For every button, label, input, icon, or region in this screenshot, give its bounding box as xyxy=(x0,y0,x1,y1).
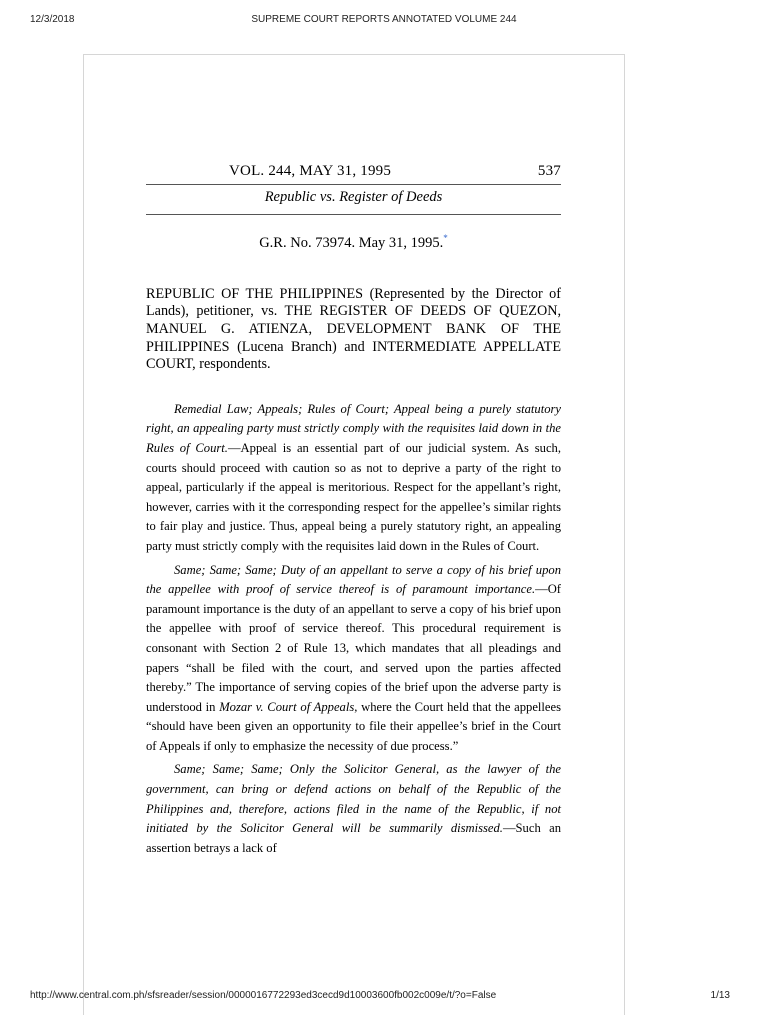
print-date: 12/3/2018 xyxy=(30,14,75,25)
syllabus-body: , where the Court held that the appellees “should have been given an opportunity to file their appellee’s brief in the Court of Appeals if only to emphasize the necessity of due process.” xyxy=(146,699,561,753)
page-content xyxy=(146,163,561,862)
running-head xyxy=(146,163,561,184)
footnote-link[interactable]: * xyxy=(443,233,448,243)
gr-number xyxy=(146,233,561,252)
syllabus-body: —Such an assertion betrays a lack of xyxy=(146,821,561,855)
running-head-rule-bottom xyxy=(146,214,561,215)
syllabus-heading: Remedial Law; Appeals; Rules of Court; Appeal being a purely statutory right, an appealing party must strictly comply with the requisites laid down in the Rules of Court. xyxy=(146,401,561,455)
document-page xyxy=(83,54,625,1015)
syllabus-heading: Same; Same; Same; Duty of an appellant to serve a copy of his brief upon the appellee with proof of service thereof is of paramount importance. xyxy=(146,562,561,597)
gr-number-text: G.R. No. 73974. May 31, 1995. xyxy=(259,234,444,251)
syllabus-body: —Appeal is an essential part of our judicial system. As such, courts should proceed with caution so as not to deprive a party of the right to appeal, particularly if the appeal is meritorious. Respect for the appellant’s right, however, carries with it the corresponding respect for the appellee’s similar rights to fair play and justice. Thus, appeal being a purely statutory right, an appealing party must strictly comply with the requisites laid down in the Rules of Court. xyxy=(146,440,561,553)
case-caption: Republic vs. Register of Deeds xyxy=(264,189,443,205)
case-parties: REPUBLIC OF THE PHILIPPINES (Represented by the Director of Lands), petitioner, vs. THE REGISTER OF DEEDS OF QUEZON, MANUEL G. ATIENZA, DEVELOPMENT BANK OF THE PHILIPPINES (Lucena Branch) and INTERMEDIATE APPELLATE COURT, respondents. xyxy=(146,285,561,373)
running-head-page-number: 537 xyxy=(537,163,561,179)
cited-case-name: Mozar v. Court of Appeals xyxy=(219,699,355,714)
syllabus-paragraph xyxy=(146,400,561,557)
print-footer-page: 1/13 xyxy=(710,990,730,1001)
syllabus-heading: Same; Same; Same; Only the Solicitor General, as the lawyer of the government, can bring or defend actions on behalf of the Republic of the Philippines and, therefore, actions filed in the name of the Republic, if not initiated by the Solicitor General will be summarily dismissed. xyxy=(146,762,561,836)
syllabus-paragraph xyxy=(146,561,561,757)
syllabus-paragraph xyxy=(146,760,561,858)
running-head-volume: VOL. 244, MAY 31, 1995 xyxy=(229,163,392,179)
print-footer-url: http://www.central.com.ph/sfsreader/session/0000016772293ed3cecd9d10003600fb002c009e/t/?o=False xyxy=(30,990,497,1001)
print-header-title: SUPREME COURT REPORTS ANNOTATED VOLUME 244 xyxy=(251,14,517,25)
syllabus-body: —Of paramount importance is the duty of an appellant to serve a copy of his brief upon the appellee with proof of service thereof. This procedural requirement is consonant with Section 2 of Rule 13, which mandates that all pleadings and papers “shall be filed with the court, and served upon the parties affected thereby.” The importance of serving copies of the brief upon the adverse party is understood in xyxy=(146,582,561,714)
